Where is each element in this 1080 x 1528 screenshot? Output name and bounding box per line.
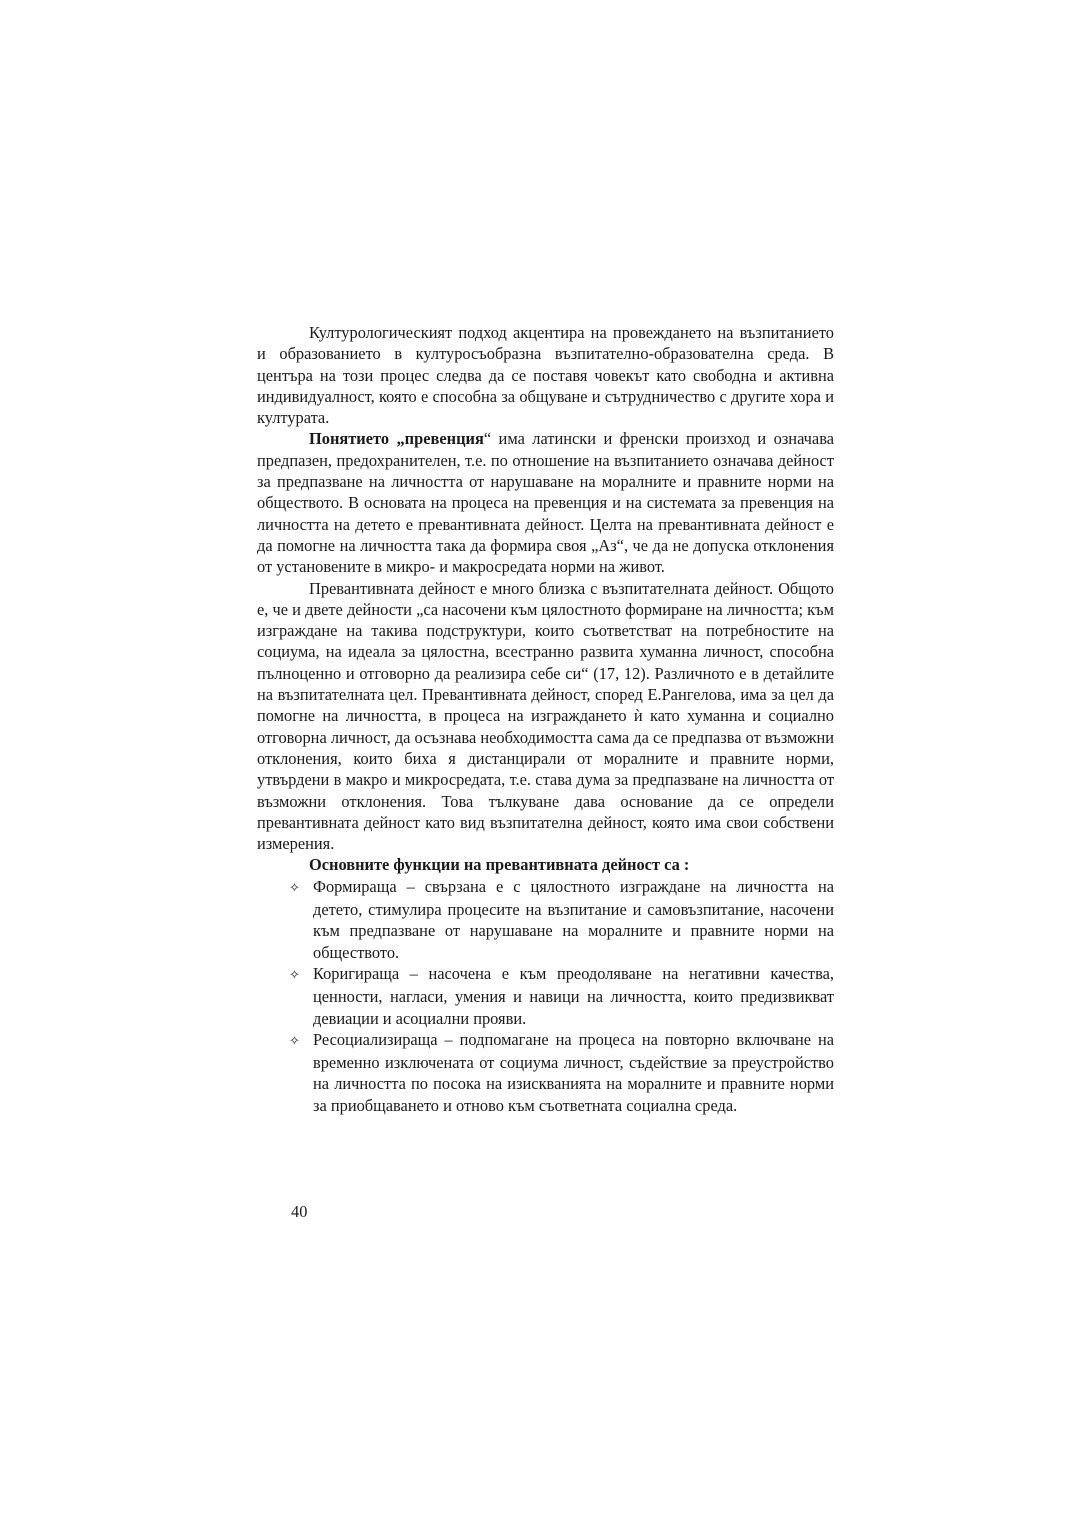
functions-heading: Основните функции на превантивната дейност са : [309, 855, 690, 875]
prevention-definition-text: “ има латински и френски произход и означава предпазен, предохранителен, т.е. по отношение на възпитанието означава дейност за предпазване на личността от нарушаване на моралните и правните норми на обществото. В основата на процеса на превенция и на системата за превенция на личността на детето е превантивната дейност. Целта на превантивната дейност е да помогне на личността така да формира своя „Аз“, че да не допуска отклонения от установените в микро- и макросредата норми на живот. [257, 429, 834, 577]
paragraph-preventive-vs-educational: Превантивната дейност е много близка с възпитателната дейност. Общото е, че и двете дейности „са насочени към цялостното формиране на личността; към изграждане на такива подструктури, които съответстват на потребностите на социума, на идеала за цялостна, всестранно развита хуманна личност, способна пълноценно и отговорно да реализира себе си“ (17, 12). Различното е в детайлите на възпитателната цел. Превантивната дейност, според Е.Рангелова, има за цел да помогне на личността, в процеса на изграждането ѝ като хуманна и социално отговорна личност, да осъзнава необходимостта сама да се предпазва от възможни отклонения, които биха я дистанцирали от моралните и правните норми, утвърдени в макро и микросредата, т.е. става дума за предпазване на личността от възможни отклонения. Това тълкуване дава основание да се определи превантивната дейност като вид възпитателна дейност, която има свои собствени измерения. [257, 578, 834, 854]
four-point-star-icon: ✧ [289, 967, 300, 983]
list-item [257, 1029, 834, 1116]
function-text: Коригираща – насочена е към преодоляване на негативни качества, ценности, нагласи, умения и навици на личността, които предизвикват девиации и асоциални прояви. [313, 963, 834, 1028]
four-point-star-icon: ✧ [289, 1033, 300, 1049]
page-number: 40 [291, 1202, 308, 1221]
functions-list [257, 876, 834, 1116]
function-text: Формираща – свързана е с цялостното изграждане на личността на детето, стимулира процесите на възпитание и самовъзпитание, насочени към предпазване от нарушаване на моралните и правните норми на обществото. [313, 876, 834, 962]
list-item [257, 963, 834, 1029]
paragraph-prevention-definition [257, 428, 834, 577]
paragraph-culturological-approach: Културологическият подход акцентира на провеждането на възпитанието и образованието в културосъобразна възпитателно-образователна среда. В центъра на този процес следва да се поставя човекът като свободна и активна индивидуалност, която е способна за общуване и сътрудничество с другите хора и културата. [257, 323, 834, 428]
list-item [257, 876, 834, 963]
function-text: Ресоциализираща – подпомагане на процеса на повторно включване на временно изключената от социума личност, съдействие за преустройство на личността по посока на изискванията на моралните и правните норми за приобщаването и отново към съответната социална среда. [313, 1029, 834, 1115]
four-point-star-icon: ✧ [289, 880, 300, 896]
term-prevention-bold: Понятието „превенция [309, 429, 484, 449]
page-body [257, 322, 834, 1116]
